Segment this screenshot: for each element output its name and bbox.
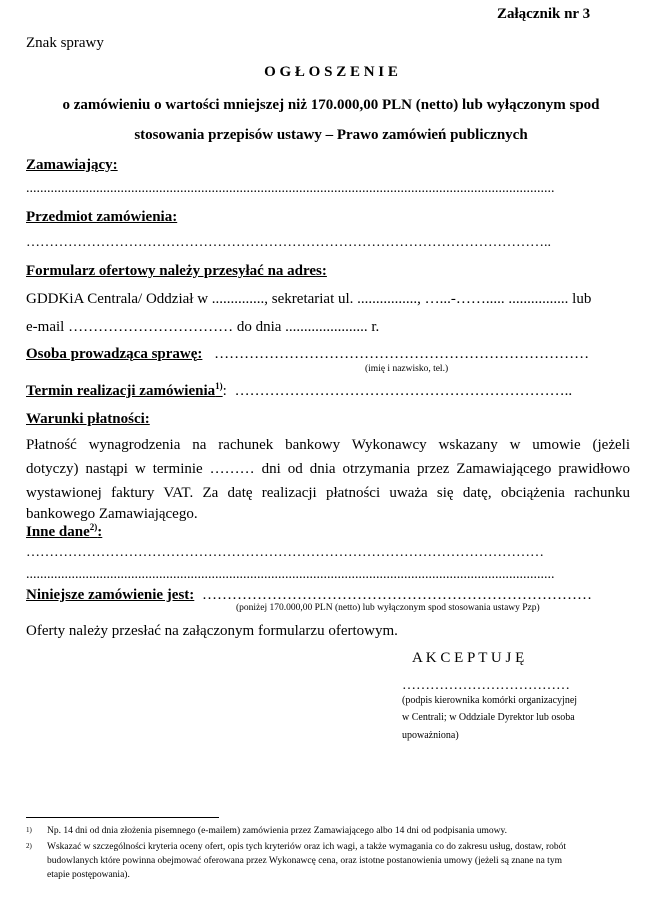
footnote-1-mark: 1) xyxy=(26,826,32,834)
order-type-hint: (poniżej 170.000,00 PLN (netto) lub wyłączonym spod stosowania ustawy Pzp) xyxy=(236,603,540,613)
order-type-label: Niniejsze zamówienie jest: xyxy=(26,587,195,603)
offers-instruction: Oferty należy przesłać na załączonym formularzu ofertowym. xyxy=(26,623,398,639)
signature-caption-2: w Centrali; w Oddziale Dyrektor lub osoba xyxy=(402,712,575,723)
other-data-row xyxy=(26,524,102,541)
offer-address-line-2: e-mail …………………………… do dnia ...................... r. xyxy=(26,319,380,335)
title-line-1: o zamówieniu o wartości mniejszej niż 170.000,00 PLN (netto) lub wyłączonym spod xyxy=(62,97,600,113)
footnote-separator xyxy=(26,817,219,818)
contact-person-row xyxy=(26,346,589,363)
payment-terms-line-2: dotyczy) nastąpi w terminie ……… dni od dnia otrzymania przez Zamawiającego prawidłowo xyxy=(26,461,630,477)
offer-address-line-1: GDDKiA Centrala/ Oddział w .............., sekretariat ul. ................, …...-……..... ................ lub xyxy=(26,291,592,307)
document-title: O G Ł O S Z E N I E xyxy=(264,64,398,80)
case-reference-label: Znak sprawy xyxy=(26,35,104,51)
footnote-2-text-1: Wskazać w szczególności kryteria oceny ofert, opis tych kryteriów oraz ich wagi, a także wymagania co do zakresu usług, dostaw, robót xyxy=(47,842,567,852)
footnote-2-mark: 2) xyxy=(26,842,32,850)
attachment-number: Załącznik nr 3 xyxy=(497,6,591,22)
contact-person-field: ………………………………………………………………… xyxy=(214,346,590,362)
footnote-2-text-2: budowlanych które powinna obejmować oferowana przez Wykonawcę cena, oraz istotne postanowienia umowy (jeżeli są znane na tym xyxy=(47,856,562,866)
order-type-field: …………………………………………………………………… xyxy=(202,587,593,603)
payment-terms-label: Warunki płatności: xyxy=(26,411,150,427)
signature-caption-1: (podpis kierownika komórki organizacyjnej xyxy=(402,695,578,706)
title-line-2: stosowania przepisów ustawy – Prawo zamówień publicznych xyxy=(134,127,528,143)
signature-caption-3: upoważniona) xyxy=(402,730,459,741)
accept-heading: A K C E P T U J Ę xyxy=(412,650,525,666)
deadline-label: Termin realizacji zamówienia$^{1)}$ xyxy=(26,381,223,399)
ordering-party-label: Zamawiający: xyxy=(26,157,118,173)
footnote-ref-1: 1) xyxy=(215,381,223,391)
subject-label: Przedmiot zamówienia: xyxy=(26,209,178,225)
other-data-label: Inne dane$^{2)}$: xyxy=(26,522,103,540)
deadline-field: ………………………………………………………….. xyxy=(234,383,573,399)
payment-terms-line-3: wystawionej faktury VAT. Za datę realizacji płatności uważa się datę, obciążenia rachunku xyxy=(26,485,630,501)
other-data-field-1: ………………………………………………………………………………………………… xyxy=(26,545,544,560)
footnote-ref-2: 2) xyxy=(89,522,98,532)
payment-terms-line-1: Płatność wynagrodzenia na rachunek bankowy Wykonawcy wskazany w umowie (jeżeli xyxy=(26,437,630,453)
signature-field: ……………………………… xyxy=(402,678,570,693)
other-data-field-2: ....................................................................................................................................................... xyxy=(26,567,555,582)
deadline-row: Termin realizacji zamówienia$^{1)}$: ………………………………………………………….. xyxy=(26,381,573,399)
contact-person-label: Osoba prowadząca sprawę: xyxy=(26,346,203,362)
payment-terms-line-4: bankowego Zamawiającego. xyxy=(26,506,198,522)
offer-address-label: Formularz ofertowy należy przesyłać na adres: xyxy=(26,263,327,279)
order-type-row xyxy=(26,587,592,604)
subject-field: ………………………………………………………………………………………………….. xyxy=(26,235,551,250)
footnote-1-text: Np. 14 dni od dnia złożenia pisemnego (e-mailem) zamówienia przez Zamawiającego albo 14 dni od podpisania umowy. xyxy=(47,826,507,836)
contact-person-hint: (imię i nazwisko, tel.) xyxy=(365,364,449,374)
footnote-2-text-3: etapie postępowania). xyxy=(47,870,130,880)
ordering-party-field: ....................................................................................................................................................... xyxy=(26,181,555,196)
